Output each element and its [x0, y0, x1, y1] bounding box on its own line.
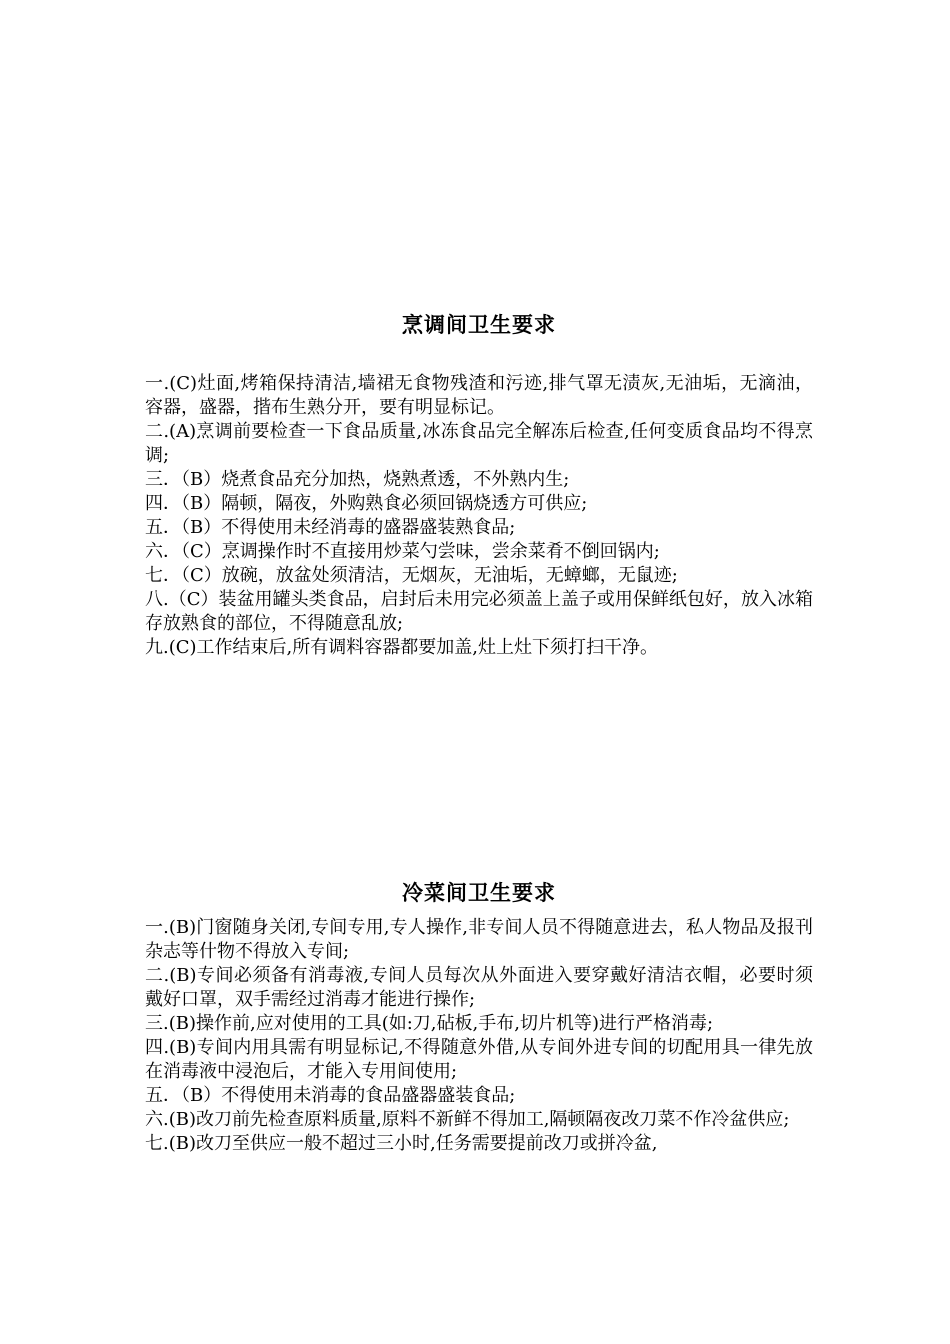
cooking-rule-6: 六．（C）烹调操作时不直接用炒菜勺尝味，尝余菜肴不倒回锅内;	[145, 541, 660, 562]
cold-rule-2: 二.(B)专间必须备有消毒液,专间人员每次从外面进入要穿戴好清洁衣帽，必要时须戴好口罩，双手需经过消毒才能进行操作;	[145, 965, 813, 1010]
cold-rule-3: 三.(B)操作前,应对使用的工具(如:刀,砧板,手布,切片机等)进行严格消毒;	[145, 1013, 714, 1034]
cooking-rule-8: 八.（C）装盆用罐头类食品，启封后未用完必须盖上盖子或用保鲜纸包好，放入冰箱存放熟食的部位，不得随意乱放;	[145, 589, 813, 634]
cooking-rule-2: 二.(A)烹调前要检查一下食品质量,冰冻食品完全解冻后检查,任何变质食品均不得烹调;	[145, 421, 813, 466]
cold-rule-1: 一.(B)门窗随身关闭,专间专用,专人操作,非专间人员不得随意进去，私人物品及报刊杂志等什物不得放入专间;	[145, 917, 813, 962]
cooking-rule-4: 四．（B）隔顿，隔夜，外购熟食必须回锅烧透方可供应;	[145, 493, 588, 514]
cooking-rule-7: 七．（C）放碗，放盆处须清洁，无烟灰，无油垢，无蟑螂，无鼠迹;	[145, 565, 678, 586]
cooking-rule-5: 五．（B）不得使用未经消毒的盛器盛装熟食品;	[145, 517, 516, 538]
cold-dish-room-rules	[145, 916, 813, 1156]
cooking-rule-9: 九.(C)工作结束后,所有调料容器都要加盖,灶上灶下须打扫干净。	[145, 637, 658, 658]
cold-rule-6: 六.(B)改刀前先检查原料质量,原料不新鲜不得加工,隔顿隔夜改刀菜不作冷盆供应;	[145, 1109, 790, 1130]
cooking-room-rules	[145, 372, 813, 660]
cold-rule-5: 五．（B）不得使用未消毒的食品盛器盛装食品;	[145, 1085, 516, 1106]
cooking-rule-1: 一.(C)灶面,烤箱保持清洁,墙裙无食物残渣和污迹,排气罩无渍灰,无油垢，无滴油，容器，盛器，揩布生熟分开，要有明显标记。	[145, 373, 813, 418]
cold-dish-room-title: 冷菜间卫生要求	[402, 880, 556, 905]
cooking-room-title: 烹调间卫生要求	[402, 312, 556, 337]
cold-rule-7: 七.(B)改刀至供应一般不超过三小时,任务需要提前改刀或拼冷盆,	[145, 1133, 658, 1154]
cooking-rule-3: 三．（B）烧煮食品充分加热，烧熟煮透，不外熟内生;	[145, 469, 570, 490]
cooking-room-section	[145, 310, 813, 660]
cold-rule-4: 四.(B)专间内用具需有明显标记,不得随意外借,从专间外进专间的切配用具一律先放在消毒液中浸泡后，才能入专用间使用;	[145, 1037, 813, 1082]
cold-dish-room-section	[145, 878, 813, 1156]
